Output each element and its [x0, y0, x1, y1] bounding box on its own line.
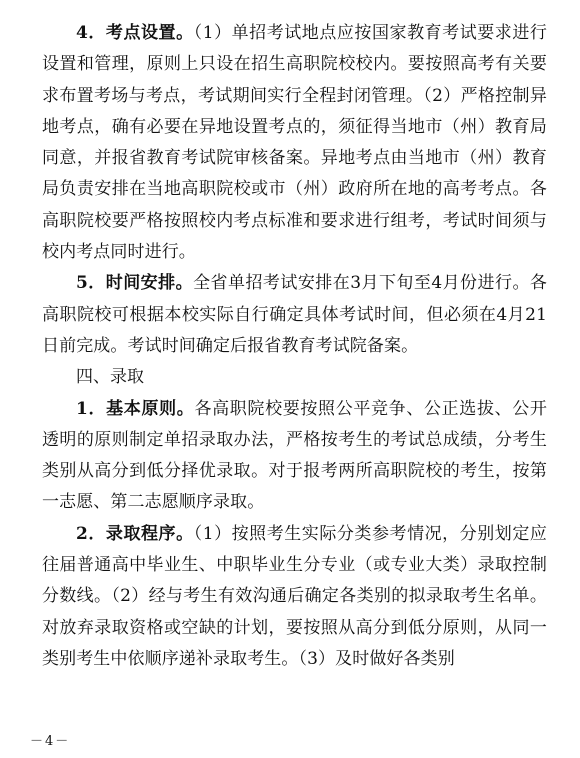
- item-heading-basic-principles: 1．基本原则。: [76, 398, 195, 419]
- item-heading-admission-procedure: 2．录取程序。: [76, 523, 194, 544]
- paragraph-text: （1）按照考生实际分类参考情况，分别划定应往届普通高中毕业生、中职毕业生分专业（或专业大类）录取控制分数线。（2）经与考生有效沟通后确定各类别的拟录取考生名单。对放弃录取资格或空缺的计划，要按照从高分到低分原则，从同一类别考生中依顺序递补录取考生。（3）及时做好各类别: [42, 523, 547, 669]
- paragraph-schedule: [42, 268, 547, 362]
- item-heading-schedule: 5．时间安排。: [76, 273, 194, 294]
- document-body: [42, 18, 547, 675]
- paragraph-text: 全省单招考试安排在3月下旬至4月份进行。各高职院校可根据本校实际自行确定具体考试时间，但必须在4月21日前完成。考试时间确定后报省教育考试院备案。: [42, 273, 548, 356]
- paragraph-admission-procedure: [42, 519, 547, 675]
- paragraph-text: （1）单招考试地点应按国家教育考试要求进行设置和管理，原则上只设在招生高职院校校内。要按照高考有关要求布置考场与考点，考试期间实行全程封闭管理。（2）严格控制异地考点，确有必要在异地设置考点的，须征得当地市（州）教育局同意，并报省教育考试院审核备案。异地考点由当地市（州）教育局负责安排在当地高职院校或市（州）政府所在地的高考考点。各高职院校要严格按照校内考点标准和要求进行组考，考试时间须与校内考点同时进行。: [42, 23, 547, 263]
- page-number: －4－: [30, 734, 71, 749]
- paragraph-exam-site-setup: [42, 18, 547, 268]
- paragraph-basic-principles: [42, 394, 547, 519]
- section-heading-admission: 四、录取: [76, 367, 144, 388]
- paragraph-text: 各高职院校要按照公平竞争、公正选拔、公开透明的原则制定单招录取办法，严格按考生的考试总成绩，分考生类别从高分到低分择优录取。对于报考两所高职院校的考生，按第一志愿、第二志愿顺序录取。: [42, 398, 548, 513]
- item-heading-exam-site-setup: 4．考点设置。: [76, 23, 194, 43]
